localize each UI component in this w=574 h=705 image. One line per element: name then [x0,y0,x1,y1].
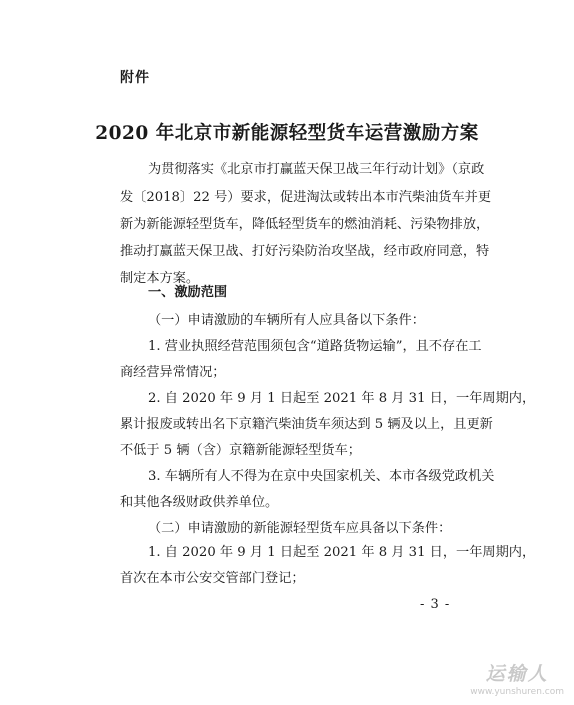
list-item-line: 2. 自 2020 年 9 月 1 日起至 2021 年 8 月 31 日，一年周期内， [148,391,536,406]
list-item-line: 和其他各级财政供养单位。 [120,495,279,510]
subsection-heading: （二）申请激励的新能源轻型货车应具备以下条件： [148,521,452,536]
list-item-line: 首次在本市公安交管部门登记； [120,571,305,586]
page-number: - 3 - [420,597,451,612]
intro-line: 制定本方案。 [120,271,200,286]
intro-line: 推动打赢蓝天保卫战、打好污染防治攻坚战，经市政府同意，特 [120,244,490,259]
list-item-line: 不低于 5 辆（含）京籍新能源轻型货车； [120,443,361,458]
section-heading: 一、激励范围 [148,285,228,300]
intro-line: 发〔2018〕22 号）要求，促进淘汰或转出本市汽柴油货车并更 [120,190,492,205]
list-item-line: 1. 营业执照经营范围须包含“道路货物运输”，且不存在工 [148,339,482,354]
subsection-heading: （一）申请激励的车辆所有人应具备以下条件： [148,313,425,328]
watermark [470,659,564,697]
list-item-line: 3. 车辆所有人不得为在京中央国家机关、本市各级党政机关 [148,469,495,484]
document-title: 2020 年北京市新能源轻型货车运营激励方案 [95,123,479,144]
watermark-logo: 运输人 [485,663,549,685]
intro-line: 新为新能源轻型货车，降低轻型货车的燃油消耗、污染物排放， [120,217,490,232]
list-item-line: 商经营异常情况； [120,365,226,380]
attachment-label: 附件 [120,70,150,86]
list-item-line: 1. 自 2020 年 9 月 1 日起至 2021 年 8 月 31 日，一年周期内， [148,545,536,560]
list-item-line: 累计报废或转出名下京籍汽柴油货车须达到 5 辆及以上，且更新 [120,417,493,432]
watermark-url: www.yunshuren.com [470,687,564,697]
intro-line: 为贯彻落实《北京市打赢蓝天保卫战三年行动计划》（京政 [148,162,485,177]
